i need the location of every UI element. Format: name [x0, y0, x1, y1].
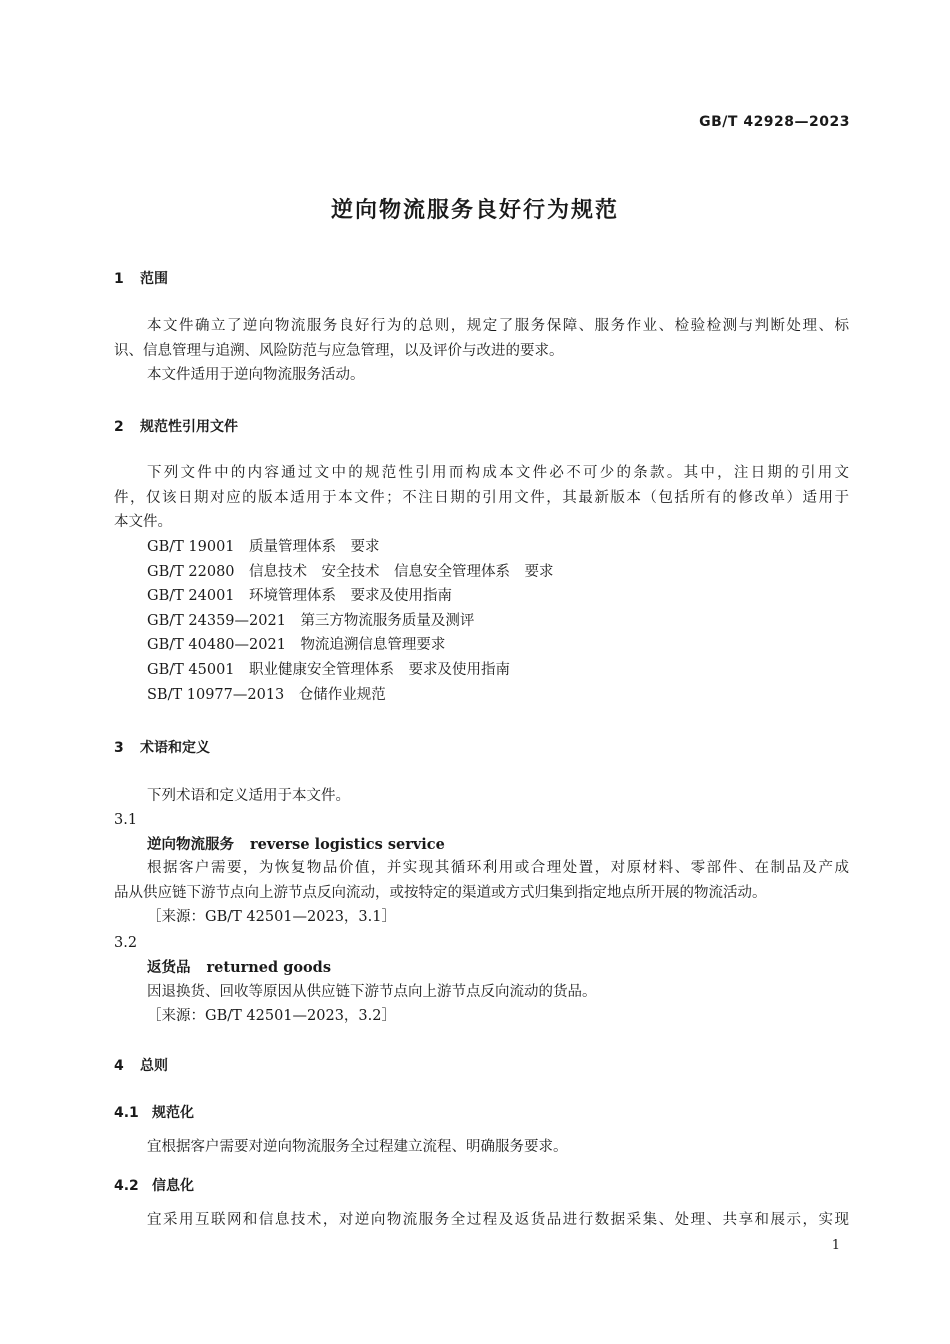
refs-paragraph-line-2: 件，仅该日期对应的版本适用于本文件；不注日期的引用文件，其最新版本（包括所有的修改单）适用于	[114, 490, 849, 506]
section-number: 3	[114, 740, 124, 756]
section-number: 2	[114, 419, 124, 435]
refs-paragraph-line-1: 下列文件中的内容通过文中的规范性引用而构成本文件必不可少的条款。其中，注日期的引用文	[147, 465, 849, 481]
term-source: ［来源：GB/T 42501—2023，3.2］	[147, 1008, 396, 1024]
reference-code: SB/T 10977—2013	[147, 687, 285, 703]
reference-title: 环境管理体系 要求及使用指南	[249, 588, 453, 604]
subsection-title: 规范化	[152, 1105, 194, 1121]
term-heading	[147, 833, 445, 854]
section-2-heading	[114, 416, 238, 436]
refs-paragraph-line-3: 本文件。	[114, 514, 172, 530]
section-1-heading	[114, 268, 168, 288]
terms-intro: 下列术语和定义适用于本文件。	[147, 788, 350, 804]
subsection-number: 4.2	[114, 1178, 139, 1194]
subsection-4-2-text: 宜采用互联网和信息技术，对逆向物流服务全过程及返货品进行数据采集、处理、共享和展示，实现	[147, 1212, 849, 1228]
reference-item	[147, 535, 380, 560]
section-3-heading	[114, 737, 210, 757]
section-4-heading	[114, 1055, 168, 1075]
reference-item	[147, 683, 386, 708]
term-source: ［来源：GB/T 42501—2023，3.1］	[147, 909, 396, 925]
section-title: 总则	[140, 1058, 168, 1074]
term-number: 3.2	[114, 935, 138, 951]
subsection-number: 4.1	[114, 1105, 139, 1121]
reference-title: 仓储作业规范	[298, 687, 386, 703]
document-title: 逆向物流服务良好行为规范	[330, 198, 619, 223]
subsection-4-1-heading	[114, 1102, 194, 1122]
term-number: 3.1	[114, 812, 138, 828]
reference-item	[147, 609, 474, 634]
reference-title: 职业健康安全管理体系 要求及使用指南	[249, 662, 511, 678]
section-title: 术语和定义	[140, 740, 210, 756]
section-title: 规范性引用文件	[140, 419, 238, 435]
reference-code: GB/T 45001	[147, 662, 235, 678]
reference-item	[147, 560, 554, 585]
section-title: 范围	[140, 271, 168, 287]
term-definition-line-1: 因退换货、回收等原因从供应链下游节点向上游节点反向流动的货品。	[147, 984, 597, 1000]
standard-number: GB/T 42928—2023	[699, 114, 850, 130]
reference-code: GB/T 40480—2021	[147, 637, 286, 653]
subsection-title: 信息化	[152, 1178, 194, 1194]
reference-item	[147, 633, 445, 658]
term-definition-line-2: 品从供应链下游节点向上游节点反向流动，或按特定的渠道或方式归集到指定地点所开展的物流活动。	[114, 885, 767, 901]
scope-paragraph-line-2: 识、信息管理与追溯、风险防范与应急管理，以及评价与改进的要求。	[114, 343, 564, 359]
term-chinese: 逆向物流服务	[147, 837, 234, 853]
page-number: 1	[831, 1238, 840, 1253]
section-number: 4	[114, 1058, 124, 1074]
reference-item	[147, 584, 452, 609]
term-chinese: 返货品	[147, 960, 191, 976]
reference-title: 质量管理体系 要求	[249, 539, 380, 555]
reference-code: GB/T 22080	[147, 564, 235, 580]
reference-title: 第三方物流服务质量及测评	[300, 613, 475, 629]
reference-title: 信息技术 安全技术 信息安全管理体系 要求	[249, 564, 554, 580]
section-number: 1	[114, 271, 124, 287]
scope-paragraph-line-1: 本文件确立了逆向物流服务良好行为的总则，规定了服务保障、服务作业、检验检测与判断处理、标	[147, 318, 849, 334]
term-english: returned goods	[206, 959, 331, 976]
subsection-4-1-text: 宜根据客户需要对逆向物流服务全过程建立流程、明确服务要求。	[147, 1139, 568, 1155]
reference-code: GB/T 24001	[147, 588, 235, 604]
reference-code: GB/T 19001	[147, 539, 235, 555]
reference-title: 物流追溯信息管理要求	[300, 637, 446, 653]
term-heading	[147, 956, 331, 977]
scope-applicability: 本文件适用于逆向物流服务活动。	[147, 367, 365, 383]
reference-item	[147, 658, 510, 683]
term-english: reverse logistics service	[250, 836, 445, 853]
term-definition-line-1: 根据客户需要，为恢复物品价值，并实现其循环利用或合理处置，对原材料、零部件、在制品及产成	[147, 860, 849, 876]
reference-code: GB/T 24359—2021	[147, 613, 286, 629]
subsection-4-2-heading	[114, 1175, 194, 1195]
